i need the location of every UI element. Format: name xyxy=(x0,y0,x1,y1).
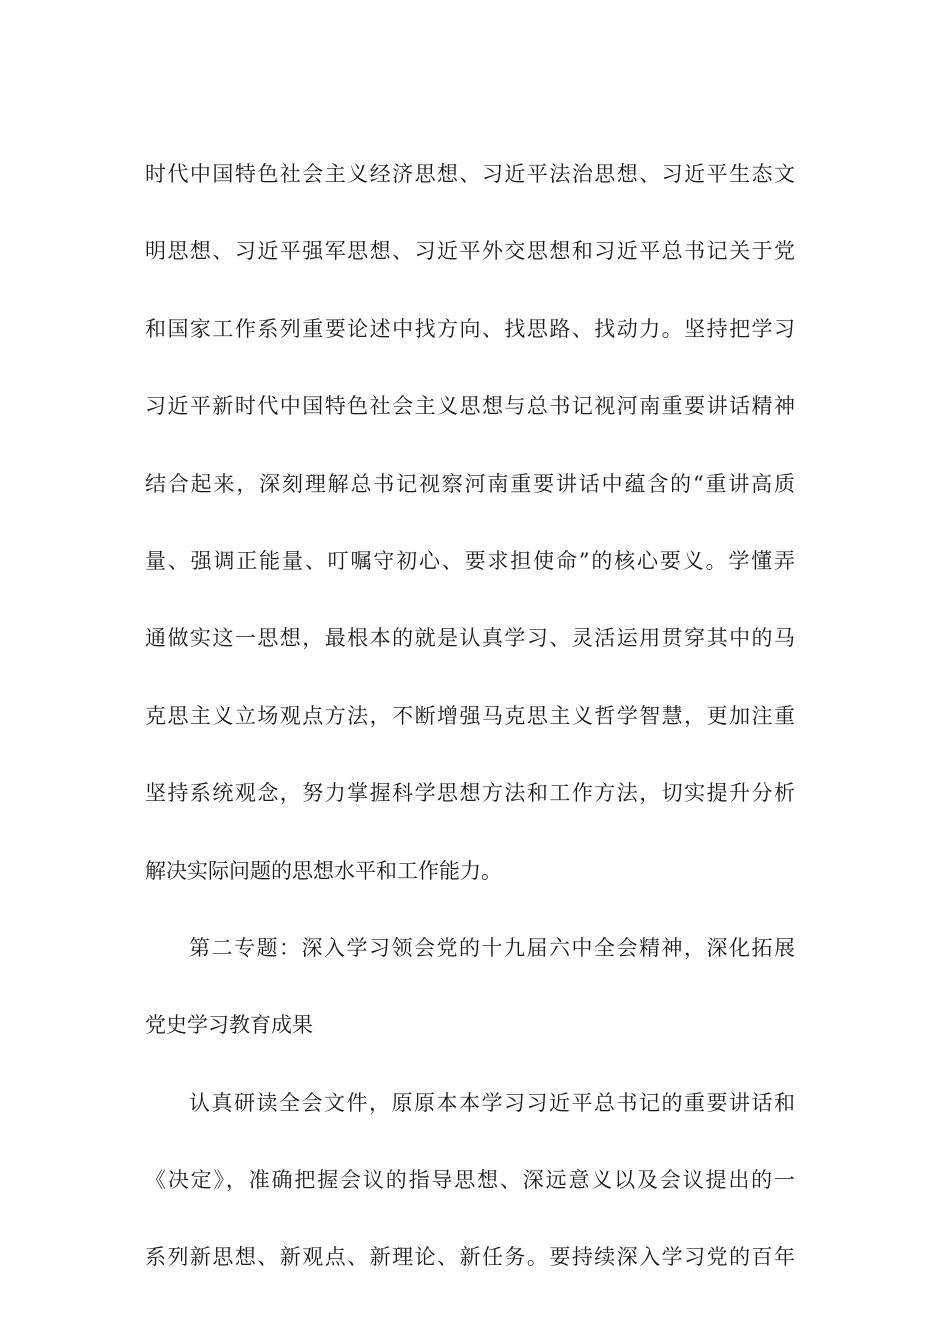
body-line: 和国家工作系列重要论述中找方向、找思路、找动力。坚持把学习 xyxy=(145,316,795,341)
body-line: 克思主义立场观点方法，不断增强马克思主义哲学智慧，更加注重 xyxy=(145,703,795,728)
body-line: 《决定》，准确把握会议的指导思想、深远意义以及会议提出的一 xyxy=(145,1168,795,1193)
section-heading-end-line: 党史学习教育成果 xyxy=(145,1013,313,1038)
body-line: 明思想、习近平强军思想、习近平外交思想和习近平总书记关于党 xyxy=(145,239,795,264)
section-heading-line: 第二专题：深入学习领会党的十九届六中全会精神，深化拓展 xyxy=(189,935,795,960)
paragraph-end-line: 解决实际问题的思想水平和工作能力。 xyxy=(145,858,502,883)
body-line: 结合起来，深刻理解总书记视察河南重要讲话中蕴含的“重讲高质 xyxy=(145,471,795,496)
body-line: 坚持系统观念，努力掌握科学思想方法和工作方法，切实提升分析 xyxy=(145,781,795,806)
body-line: 系列新思想、新观点、新理论、新任务。要持续深入学习党的百年 xyxy=(145,1245,795,1270)
body-line: 习近平新时代中国特色社会主义思想与总书记视河南重要讲话精神 xyxy=(145,394,795,419)
body-line: 量、强调正能量、叮嘱守初心、要求担使命”的核心要义。学懂弄 xyxy=(145,548,795,573)
body-line: 时代中国特色社会主义经济思想、习近平法治思想、习近平生态文 xyxy=(145,162,795,186)
paragraph-start-line: 认真研读全会文件，原原本本学习习近平总书记的重要讲话和 xyxy=(189,1090,795,1115)
document-body xyxy=(145,136,795,1297)
body-line: 通做实这一思想，最根本的就是认真学习、灵活运用贯穿其中的马 xyxy=(145,626,795,651)
